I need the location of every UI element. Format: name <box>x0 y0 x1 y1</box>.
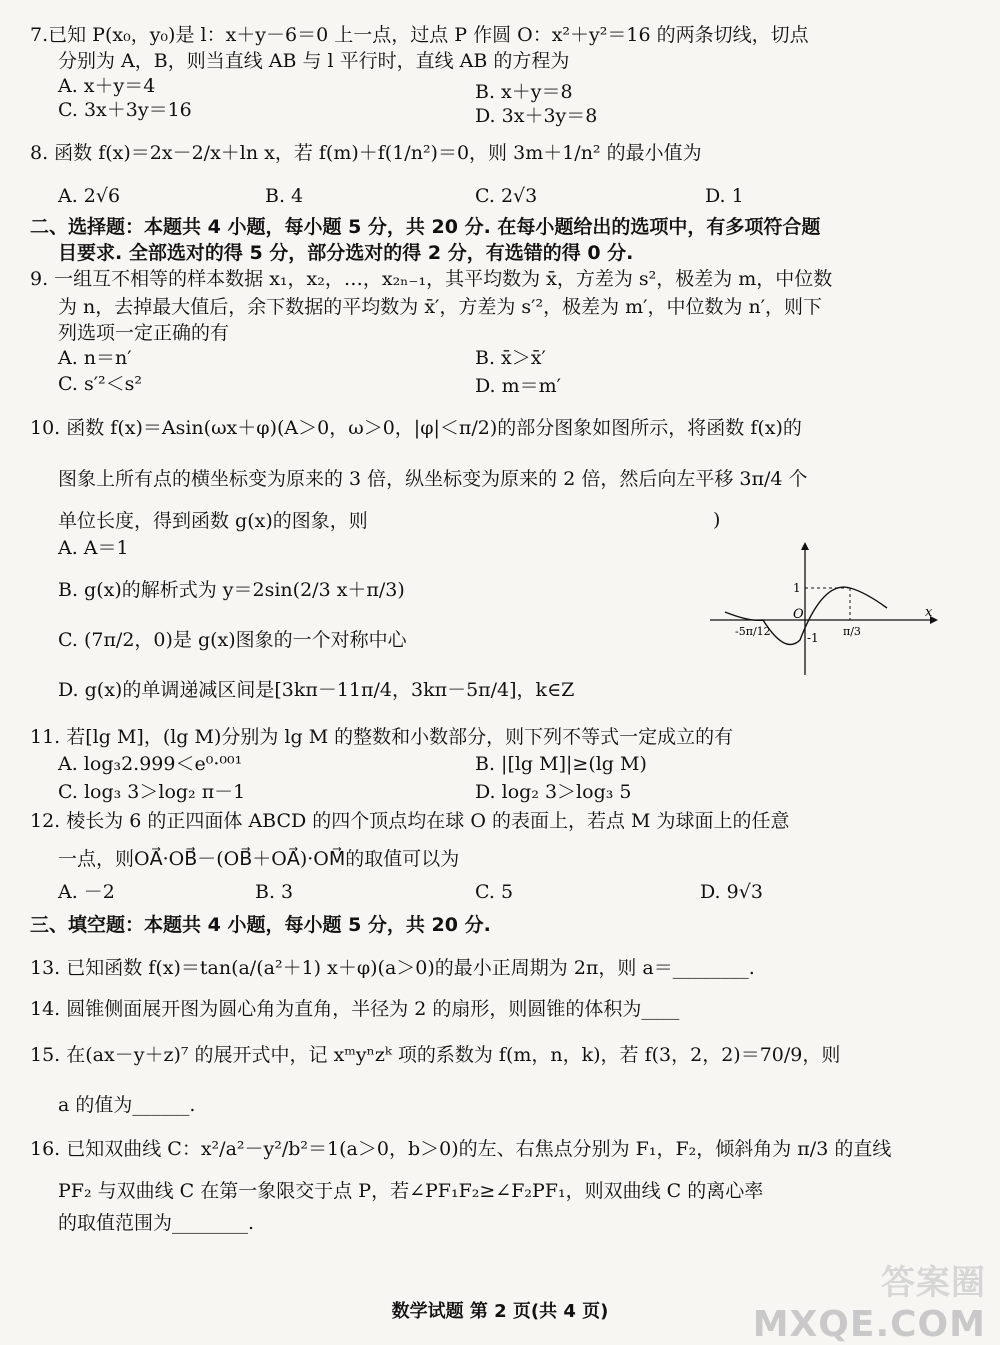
question-11-option-d: D. log₂ 3＞log₃ 5 <box>475 781 632 803</box>
graph-label-left-tick: -5π/12 <box>735 625 771 638</box>
question-10-option-c: C. (7π/2，0)是 g(x)图象的一个对称中心 <box>58 629 407 651</box>
question-9-option-c: C. s′²＜s² <box>58 373 142 395</box>
section-2-heading: 二、选择题：本题共 4 小题，每小题 5 分，共 20 分. 在每小题给出的选项中，有多项符合题 <box>30 216 821 238</box>
question-10-option-a: A. A＝1 <box>58 537 129 559</box>
question-7-option-b: B. x＋y＝8 <box>475 81 573 103</box>
question-10-option-b: B. g(x)的解析式为 y＝2sin(2/3 x＋π/3) <box>58 579 405 601</box>
question-12-option-b: B. 3 <box>255 881 294 903</box>
question-11-option-b: B. |[lg M]|≥(lg M) <box>475 753 647 775</box>
graph-label-origin: O <box>793 607 804 622</box>
question-10-stem-cont-2: 单位长度，得到函数 g(x)的图象，则 <box>58 510 368 532</box>
page-footer: 数学试题 第 2 页(共 4 页) <box>391 1301 609 1322</box>
question-9-stem-cont-2: 列选项一定正确的有 <box>58 322 230 344</box>
question-8-stem: 8. 函数 f(x)＝2x－2/x＋ln x，若 f(m)＋f(1/n²)＝0，则 3m＋1/n² 的最小值为 <box>30 142 702 164</box>
question-12-option-d: D. 9√3 <box>700 881 763 903</box>
question-9-option-b: B. x̄＞x̄′ <box>475 347 546 369</box>
question-9-option-a: A. n＝n′ <box>58 347 132 369</box>
question-7-stem: 7.已知 P(x₀，y₀)是 l：x＋y－6＝0 上一点，过点 P 作圆 O：x²＋y²＝16 的两条切线，切点 <box>30 24 809 46</box>
question-8-option-c: C. 2√3 <box>475 185 538 207</box>
question-9-stem-cont: 为 n，去掉最大值后，余下数据的平均数为 x̄′，方差为 s′²，极差为 m′，中位数为 n′，则下 <box>58 296 823 318</box>
question-7-option-c: C. 3x＋3y＝16 <box>58 99 192 121</box>
graph-label-one: 1 <box>793 581 801 595</box>
question-8-option-a: A. 2√6 <box>58 185 121 207</box>
question-9-stem: 9. 一组互不相等的样本数据 x₁，x₂，…，x₂ₙ₋₁，其平均数为 x̄，方差为 s²，极差为 m，中位数 <box>30 268 833 290</box>
watermark-logo-text: 答案圈 <box>881 1263 986 1303</box>
section-3-heading: 三、填空题：本题共 4 小题，每小题 5 分，共 20 分. <box>30 914 491 936</box>
question-11-option-c: C. log₃ 3＞log₂ π－1 <box>58 781 246 803</box>
graph-label-right-tick: π/3 <box>843 625 861 638</box>
question-9-option-d: D. m＝m′ <box>475 375 561 397</box>
watermark-site: MXQE.COM <box>752 1304 986 1345</box>
question-11-option-a: A. log₃2.999＜e⁰·⁰⁰¹ <box>58 753 243 775</box>
question-10-option-d: D. g(x)的单调递减区间是[3kπ－11π/4，3kπ－5π/4]，k∈Z <box>58 679 575 701</box>
question-12-option-c: C. 5 <box>475 881 514 903</box>
question-16-stem-cont: PF₂ 与双曲线 C 在第一象限交于点 P，若∠PF₁F₂≥∠F₂PF₁，则双曲线 C 的离心率 <box>58 1180 764 1202</box>
question-13: 13. 已知函数 f(x)＝tan(a/(a²＋1) x＋φ)(a＞0)的最小正周期为 2π，则 a＝________. <box>30 957 755 979</box>
section-2-heading-cont: 目要求. 全部选对的得 5 分，部分选对的得 2 分，有选错的得 0 分. <box>58 242 634 264</box>
question-10-stem: 10. 函数 f(x)＝Asin(ωx＋φ)(A＞0，ω＞0，|φ|＜π/2)的部分图象如图所示，将函数 f(x)的 <box>30 417 802 439</box>
graph-y-arrow <box>801 542 809 550</box>
question-14: 14. 圆锥侧面展开图为圆心角为直角，半径为 2 的扇形，则圆锥的体积为____ <box>30 998 680 1020</box>
question-16-stem: 16. 已知双曲线 C：x²/a²－y²/b²＝1(a＞0，b＞0)的左、右焦点分别为 F₁，F₂，倾斜角为 π/3 的直线 <box>30 1138 892 1160</box>
question-7-option-d: D. 3x＋3y＝8 <box>475 105 598 127</box>
watermark <box>753 1255 986 1345</box>
question-10-stem-cont: 图象上所有点的横坐标变为原来的 3 倍，纵坐标变为原来的 2 倍，然后向左平移 3π/4 个 <box>58 468 808 490</box>
question-15-stem-cont: a 的值为______. <box>58 1094 196 1116</box>
question-15-stem: 15. 在(ax－y＋z)⁷ 的展开式中，记 xᵐyⁿzᵏ 项的系数为 f(m，n，k)，若 f(3，2，2)＝70/9，则 <box>30 1044 841 1066</box>
question-12-stem-cont: 一点，则OA⃗·OB⃗－(OB⃗＋OA⃗)·OM⃗的取值可以为 <box>58 848 460 870</box>
question-8-option-d: D. 1 <box>705 185 744 207</box>
question-11-stem: 11. 若[lg M]，(lg M)分别为 lg M 的整数和小数部分，则下列不等式一定成立的有 <box>30 726 734 748</box>
question-7-option-a: A. x＋y＝4 <box>58 75 156 97</box>
question-7-stem-cont: 分别为 A，B，则当直线 AB 与 l 平行时，直线 AB 的方程为 <box>58 50 570 72</box>
question-12-stem: 12. 棱长为 6 的正四面体 ABCD 的四个顶点均在球 O 的表面上，若点 M 为球面上的任意 <box>30 810 790 832</box>
question-16-stem-cont-2: 的取值范围为________. <box>58 1212 255 1234</box>
question-12-option-a: A. －2 <box>58 881 115 903</box>
graph-label-x: x <box>925 605 933 620</box>
sine-graph-figure <box>705 540 945 680</box>
graph-label-neg-one: -1 <box>807 631 819 645</box>
question-8-option-b: B. 4 <box>265 185 304 207</box>
question-10-answer-paren: ) <box>713 509 721 531</box>
